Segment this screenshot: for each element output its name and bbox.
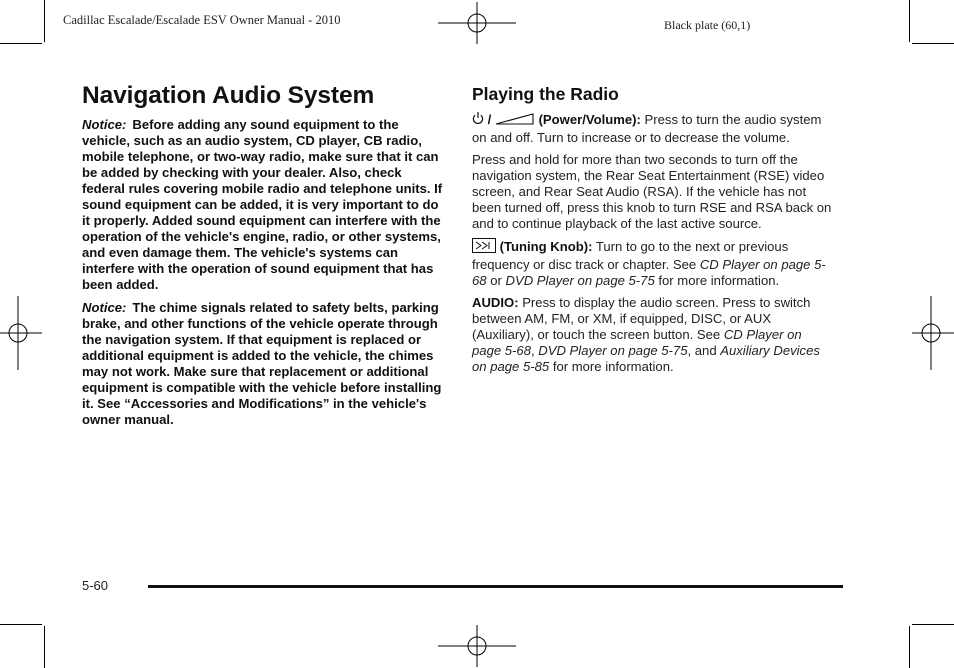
- tuning-knob-paragraph: [472, 238, 832, 289]
- audio-label: AUDIO:: [472, 295, 519, 310]
- power-volume-text: Press to turn the audio system on and off. Turn to increase or to decrease the volume.: [472, 111, 822, 145]
- crop-mark: [912, 43, 954, 44]
- notice-body: Before adding any sound equipment to the vehicle, such as an audio system, CD player, CB radio, mobile telephone, or two-way radio, make sure that it can be added by checking with your dealer. Also, check federal rules covering mobile radio and telephone units. If sound equipment can be added, it is very important to do it properly. Added sound equipment can interfere with the operation of the vehicle's engine, radio, or other systems, and even damage them. The vehicle's systems can interfere with the operation of sound equipment that has been added.: [82, 117, 443, 292]
- notice-body: The chime signals related to safety belts, parking brake, and other functions of the vehicle operate through the navigation system. If that equipment is replaced or additional equipment is added to the vehicle, the chimes may not work. Make sure that replacement or additional equipment is compatible with the vehicle before installing it. See “Accessories and Modifications” in the vehicle's owner manual.: [82, 300, 442, 427]
- footer-rule: [148, 585, 843, 588]
- section-heading: Playing the Radio: [472, 84, 619, 104]
- crop-mark: [44, 626, 45, 668]
- crop-mark: [44, 0, 45, 42]
- comma-text: ,: [530, 343, 535, 358]
- plate-label: Black plate (60,1): [664, 18, 751, 32]
- crop-mark: [909, 0, 910, 42]
- icon-separator: /: [487, 111, 492, 127]
- registration-mark-right: [912, 296, 954, 370]
- tuning-text-1: Turn to go to the next or previous frequency or disc track or chapter. See: [472, 238, 789, 272]
- notice-lead: Notice:: [82, 117, 127, 132]
- registration-mark-left: [0, 296, 42, 370]
- tuning-knob-label: (Tuning Knob):: [499, 238, 593, 254]
- notices-column: [82, 117, 447, 435]
- dvd-player-link[interactable]: DVD Player on page 5-75: [538, 343, 688, 358]
- running-header: Cadillac Escalade/Escalade ESV Owner Manual - 2010: [63, 13, 341, 27]
- cd-player-link[interactable]: CD Player on page 5-68: [472, 257, 826, 288]
- audio-text-1: Press to display the audio screen. Press to switch between AM, FM, or XM, if equipped, DISC, or AUX (Auxiliary), or touch the screen button. See: [472, 295, 811, 342]
- crop-mark: [909, 626, 910, 668]
- notice-lead: Notice:: [82, 300, 127, 315]
- power-icon: [472, 111, 484, 130]
- audio-text-2: for more information.: [552, 359, 674, 374]
- power-volume-label: (Power/Volume):: [538, 111, 641, 127]
- radio-controls-column: [472, 111, 832, 381]
- or-text: or: [490, 273, 502, 288]
- crop-mark: [912, 624, 954, 625]
- registration-mark-bottom: [438, 625, 516, 667]
- notice-paragraph: [82, 300, 447, 428]
- volume-icon: [495, 112, 535, 130]
- audio-paragraph: [472, 295, 832, 375]
- and-text: , and: [687, 343, 717, 358]
- notice-paragraph: [82, 117, 447, 293]
- tuning-knob-icon: [472, 238, 496, 257]
- page-number: 5-60: [82, 578, 109, 593]
- auxiliary-devices-link[interactable]: Auxiliary Devices on page 5-85: [472, 343, 820, 374]
- crop-mark: [0, 624, 42, 625]
- page-title: Navigation Audio System: [82, 82, 375, 109]
- power-volume-paragraph: [472, 111, 832, 146]
- cd-player-link[interactable]: CD Player on page 5-68: [472, 327, 802, 358]
- tuning-text-2: for more information.: [658, 273, 780, 288]
- press-hold-paragraph: Press and hold for more than two seconds to turn off the navigation system, the Rear Seat Entertainment (RSE) video screen, and Rear Seat Audio (RSA). If the vehicle has not been turned off, press this knob to turn RSE and RSA back on and to continue playback of the last active source.: [472, 152, 832, 231]
- registration-mark-top: [438, 2, 516, 44]
- crop-mark: [0, 43, 42, 44]
- dvd-player-link[interactable]: DVD Player on page 5-75: [505, 273, 655, 288]
